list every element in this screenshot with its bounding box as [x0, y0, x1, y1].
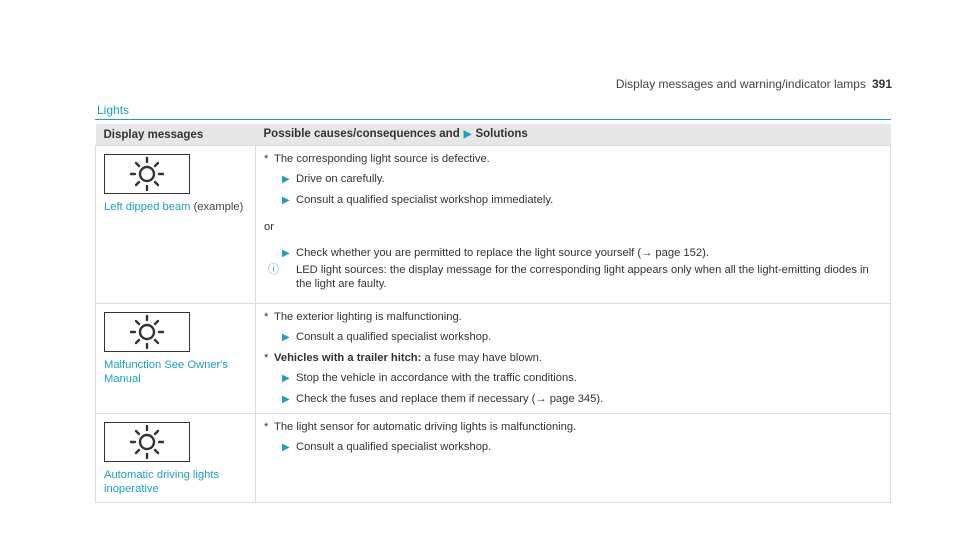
- message-name: Malfunction See Owner's Manual: [104, 359, 229, 385]
- action-arrow-icon: ▶: [282, 373, 290, 384]
- display-messages-table: [95, 124, 891, 503]
- solution-line: [264, 440, 882, 455]
- solution-text: Drive on carefully.: [296, 173, 385, 185]
- message-cell: [96, 304, 256, 414]
- column-header-solutions-label: Solutions: [475, 128, 528, 140]
- or-text: or: [264, 221, 274, 233]
- solution-text: Stop the vehicle in accordance with the traffic conditions.: [296, 372, 577, 384]
- message-cell: [96, 146, 256, 304]
- section-divider: [95, 119, 891, 120]
- column-header-causes: [256, 124, 891, 146]
- solution-line: [264, 392, 882, 407]
- solution-text: Check the fuses and replace them if necessary (→ page 345).: [296, 393, 604, 405]
- column-header-display-messages: Display messages: [96, 124, 256, 146]
- cause-text: a fuse may have blown.: [421, 352, 543, 364]
- action-arrow-icon: ▶: [463, 129, 472, 140]
- exterior-light-icon: [127, 424, 167, 460]
- cause-line: * The corresponding light source is defective.: [264, 153, 490, 165]
- solution-line: [264, 371, 882, 386]
- action-arrow-icon: ▶: [282, 394, 290, 405]
- solution-text: Consult a qualified specialist workshop.: [296, 331, 492, 343]
- message-name: Left dipped beam: [104, 201, 191, 213]
- table-row: [96, 414, 891, 503]
- causes-cell: [256, 414, 891, 503]
- action-arrow-icon: ▶: [282, 332, 290, 343]
- cause-line: * The exterior lighting is malfunctioning.: [264, 311, 462, 323]
- cause-text: The light sensor for automatic driving lights is malfunctioning.: [274, 421, 577, 433]
- lamp-display: [104, 422, 190, 462]
- solution-line: [264, 246, 882, 261]
- lamp-display: [104, 154, 190, 194]
- action-arrow-icon: ▶: [282, 442, 290, 453]
- table-header-row: [96, 124, 891, 146]
- action-arrow-icon: ▶: [282, 195, 290, 206]
- cause-condition: Vehicles with a trailer hitch:: [274, 352, 422, 364]
- table-row: [96, 304, 891, 414]
- causes-cell: [256, 304, 891, 414]
- causes-cell: [256, 146, 891, 304]
- cause-line: * The light sensor for automatic driving lights is malfunctioning.: [264, 421, 577, 433]
- message-cell: [96, 414, 256, 503]
- solution-line: [264, 330, 882, 345]
- solution-line: [264, 193, 882, 208]
- message-name: Automatic driving lights inoperative: [104, 469, 220, 495]
- solution-text: Check whether you are permitted to replace the light source yourself (→ page 152).: [296, 247, 709, 259]
- page-number: 391: [871, 77, 892, 91]
- solution-text: Consult a qualified specialist workshop immediately.: [296, 194, 554, 206]
- header-text: Display messages and warning/indicator lamps: [615, 77, 866, 91]
- message-name-suffix: (example): [190, 201, 244, 213]
- action-arrow-icon: ▶: [282, 174, 290, 185]
- column-header-causes-label: Possible causes/consequences and: [263, 128, 460, 140]
- cause-line: * Vehicles with a trailer hitch: a fuse may have blown.: [264, 352, 543, 364]
- info-text: LED light sources: the display message for the corresponding light appears only when all the light-emitting diodes in the light are faulty.: [296, 264, 869, 290]
- lamp-display: [104, 312, 190, 352]
- info-icon: ⓘ: [268, 264, 280, 276]
- info-line: [264, 263, 882, 291]
- cause-text: The exterior lighting is malfunctioning.: [274, 311, 462, 323]
- table-row: [96, 146, 891, 304]
- exterior-light-icon: [127, 314, 167, 350]
- cause-text: The corresponding light source is defective.: [274, 153, 490, 165]
- section-title: Lights: [97, 103, 130, 117]
- page-header: [616, 77, 892, 91]
- solution-text: Consult a qualified specialist workshop.: [296, 441, 492, 453]
- exterior-light-icon: [127, 156, 167, 192]
- solution-line: [264, 172, 882, 187]
- action-arrow-icon: ▶: [282, 248, 290, 259]
